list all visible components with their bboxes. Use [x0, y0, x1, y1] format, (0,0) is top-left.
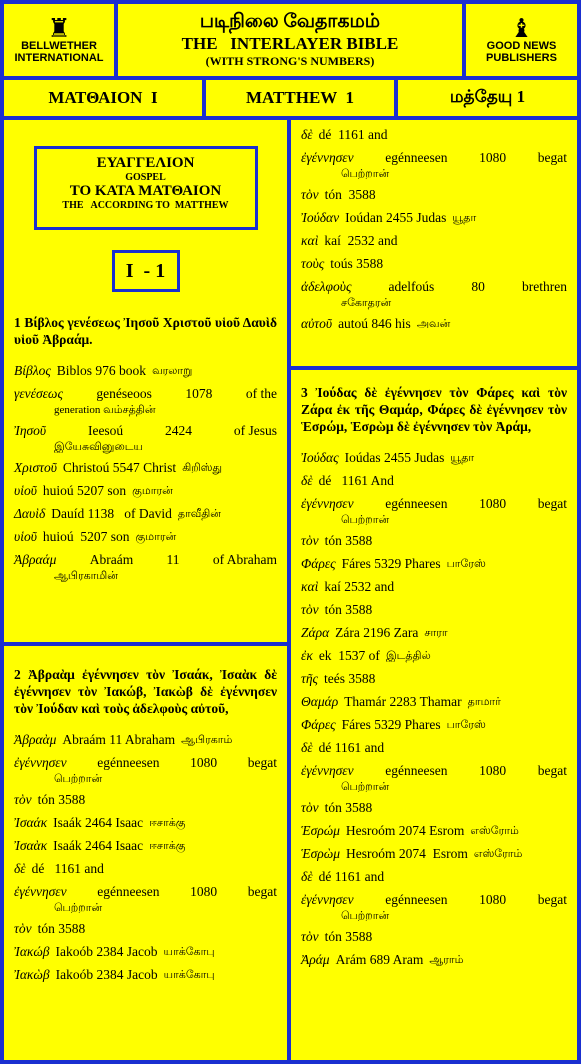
tamil-gloss: generation வம்சத்தின்: [54, 404, 156, 416]
tamil-gloss: ஆபிரகாம்: [181, 734, 233, 746]
tamil-gloss: யூதா: [452, 212, 477, 224]
greek-word: υἱοῦ: [14, 483, 37, 498]
transliteration: dé 1161 And: [318, 473, 394, 488]
word-entry: [301, 716, 567, 734]
greek-word: Ἀβραὰμ: [14, 732, 57, 747]
word-entry: [301, 822, 567, 840]
tamil-gloss: பாரேஸ்: [446, 558, 486, 570]
transliteration: tón 3588: [324, 602, 373, 617]
book-english: MATTHEW 1: [206, 80, 394, 116]
tamil-gloss: எஸ்ரோம்: [473, 848, 523, 860]
english-gloss: begat: [537, 763, 567, 778]
greek-word: τὸν: [301, 800, 319, 815]
verse3-text: 3 Ἰούδας δὲ ἐγέννησεν τὸν Φάρες καὶ τὸν Ζάρα ἐκ τῆς Θαμάρ, Φάρες δὲ ἐγέννησεν τὸν Ἑσρώμ, Ἑσρὼμ δὲ ἐγέννησεν τὸν Ἀράμ,: [301, 385, 567, 434]
word-entry: [14, 362, 277, 380]
verse3-words: [301, 449, 567, 969]
tamil-gloss: பெற்றான்: [54, 773, 103, 785]
transliteration: huioú 5207 son: [42, 529, 130, 544]
word-entry: [14, 837, 277, 855]
transliteration: genéseoos: [96, 386, 152, 401]
tamil-gloss: ஈசாக்கு: [149, 840, 186, 852]
verse3-panel: [291, 370, 577, 1060]
transliteration: Abraám: [89, 552, 134, 567]
word-entry: [301, 891, 567, 923]
word-entry: [14, 814, 277, 832]
word-entry: [14, 966, 277, 984]
english-gloss: begat: [537, 892, 567, 907]
word-entry: [301, 555, 567, 573]
transliteration: teés 3588: [324, 671, 376, 686]
transliteration: Biblos 976 book: [56, 363, 147, 378]
tamil-gloss: ஆபிரகாமின்: [54, 570, 118, 582]
word-entry: [301, 670, 567, 688]
right-logo-line1: GOOD NEWS: [486, 40, 557, 52]
transliteration: tón 3588: [324, 800, 373, 815]
greek-word: Ἑσρὼμ: [301, 846, 341, 861]
greek-word: αὐτοῦ: [301, 316, 333, 331]
tamil-gloss: ஈசாக்கு: [149, 817, 186, 829]
tamil-gloss: சகோதரன்: [341, 297, 392, 309]
tamil-gloss: சாரா: [424, 627, 448, 639]
transliteration: Dauíd 1138 of David: [51, 506, 172, 521]
tamil-gloss: எஸ்ரோம்: [470, 825, 519, 837]
greek-word: ἐγέννησεν: [14, 755, 67, 770]
tamil-gloss: பெற்றான்: [341, 514, 390, 526]
tamil-gloss: யாக்கோபு: [163, 969, 215, 981]
strongs-number: 1080: [479, 150, 507, 165]
greek-word: Θαμάρ: [301, 694, 339, 709]
english-gloss: begat: [247, 884, 277, 899]
transliteration: egénneesen: [385, 496, 448, 511]
bell-icon: ♜: [47, 13, 71, 43]
greek-word: ἐγέννησεν: [301, 150, 354, 165]
transliteration: adelfoús: [388, 279, 435, 294]
word-entry: [301, 209, 567, 227]
word-entry: [301, 278, 567, 310]
transliteration: Hesroóm 2074 Esrom: [345, 823, 465, 838]
english-gloss: begat: [537, 496, 567, 511]
greek-word: δὲ: [14, 861, 26, 876]
greek-word: γενέσεως: [14, 386, 63, 401]
transliteration: Iakoób 2384 Jacob: [55, 944, 158, 959]
english-gloss: of Jesus: [233, 423, 277, 438]
verse2-panel: [4, 646, 287, 1060]
transliteration: egénneesen: [385, 763, 448, 778]
greek-word: Χριστοῦ: [14, 460, 57, 475]
verse1-panel: [4, 120, 287, 642]
transliteration: Ioúdas 2455 Judas: [344, 450, 445, 465]
transliteration: huioú 5207 son: [42, 483, 127, 498]
greek-word: Βίβλος: [14, 363, 51, 378]
transliteration: Arám 689 Aram: [335, 952, 424, 967]
word-entry: [301, 449, 567, 467]
word-entry: [301, 126, 567, 144]
chapter-box: Ι - 1: [112, 250, 180, 292]
transliteration: Isaák 2464 Isaac: [53, 815, 144, 830]
transliteration: kaí 2532 and: [324, 579, 395, 594]
tamil-gloss: குமாரன்: [132, 485, 173, 497]
greek-word: δὲ: [301, 740, 313, 755]
main-title: THE INTERLAYER BIBLE: [181, 34, 399, 53]
greek-word: δὲ: [301, 473, 313, 488]
transliteration: egénneesen: [385, 150, 448, 165]
transliteration: dé 1161 and: [318, 127, 388, 142]
tamil-gloss: இடத்தில்: [385, 650, 431, 662]
greek-word: Ζάρα: [301, 625, 330, 640]
transliteration: Iakoób 2384 Jacob: [55, 967, 158, 982]
word-entry: [301, 647, 567, 665]
book-title-l3: ΤΟ ΚΑΤΑ ΜΑΤΘΑΙΟΝ: [69, 183, 222, 199]
greek-word: Ἰούδας: [301, 450, 339, 465]
strongs-number: 1080: [479, 763, 507, 778]
greek-word: Ἰακὼβ: [14, 967, 50, 982]
verse2-text: 2 Ἀβραὰμ ἐγέννησεν τὸν Ἰσαάκ, Ἰσαὰκ δὲ ἐγέννησεν τὸν Ἰακώβ, Ἰακὼβ δὲ ἐγέννησεν τὸν Ἰούδαν καὶ τοὺς ἀδελφοὺς αὐτοῦ,: [14, 667, 277, 716]
tamil-gloss: பெற்றான்: [54, 902, 103, 914]
transliteration: Fáres 5329 Phares: [341, 556, 441, 571]
greek-word: Φάρες: [301, 556, 336, 571]
word-entry: [301, 845, 567, 863]
transliteration: tón 3588: [324, 187, 376, 202]
transliteration: Fáres 5329 Phares: [341, 717, 441, 732]
greek-word: τὸν: [14, 792, 32, 807]
greek-word: ἐγέννησεν: [301, 892, 354, 907]
word-entry: [301, 495, 567, 527]
greek-word: ἐγέννησεν: [301, 496, 354, 511]
transliteration: egénneesen: [97, 884, 160, 899]
greek-word: Φάρες: [301, 717, 336, 732]
strongs-number: 1080: [479, 892, 507, 907]
english-gloss: of Abraham: [212, 552, 277, 567]
left-logo-line1: BELLWETHER: [21, 40, 97, 52]
tamil-gloss: பெற்றான்: [341, 781, 390, 793]
greek-word: Ἀβραάμ: [14, 552, 57, 567]
word-entry: [14, 385, 277, 417]
tamil-gloss: யூதா: [450, 452, 475, 464]
word-entry: [301, 601, 567, 619]
tamil-title: படிநிலை வேதாகமம்: [199, 11, 381, 32]
tamil-gloss: ஆராம்: [429, 954, 464, 966]
tamil-gloss: வரலாறு: [152, 365, 193, 377]
greek-word: δὲ: [301, 127, 313, 142]
strongs-number: 80: [471, 279, 485, 294]
tamil-gloss: தாவீதின்: [177, 508, 221, 520]
goodnews-logo: [466, 4, 577, 76]
english-gloss: begat: [537, 150, 567, 165]
strongs-number: 1080: [190, 884, 218, 899]
transliteration: ek 1537 of: [318, 648, 380, 663]
greek-word: ἀδελφοὺς: [301, 279, 352, 294]
english-gloss: brethren: [521, 279, 567, 294]
english-gloss: of the: [245, 386, 277, 401]
book-tamil: மத்தேயு 1: [398, 80, 577, 116]
word-entry: [301, 472, 567, 490]
word-entry: [301, 578, 567, 596]
transliteration: dé 1161 and: [318, 740, 385, 755]
transliteration: dé 1161 and: [31, 861, 104, 876]
word-entry: [301, 693, 567, 711]
transliteration: Ieesoú: [87, 423, 124, 438]
verse2-cont-panel: [291, 120, 577, 366]
tamil-gloss: பாரேஸ்: [446, 719, 486, 731]
word-entry: [301, 799, 567, 817]
greek-word: καὶ: [301, 579, 319, 594]
transliteration: Isaák 2464 Isaac: [53, 838, 144, 853]
word-entry: [301, 951, 567, 969]
greek-word: τὸν: [301, 602, 319, 617]
greek-word: Ἑσρώμ: [301, 823, 340, 838]
word-entry: [301, 186, 567, 204]
tamil-gloss: யாக்கோபு: [163, 946, 215, 958]
tamil-gloss: பெற்றான்: [341, 910, 390, 922]
greek-word: Ἰούδαν: [301, 210, 340, 225]
tamil-gloss: பெற்றான்: [341, 168, 390, 180]
word-entry: [301, 739, 567, 757]
transliteration: Thamár 2283 Thamar: [344, 694, 462, 709]
greek-word: Ἰακώβ: [14, 944, 50, 959]
tamil-gloss: கிறிஸ்து: [182, 462, 223, 474]
right-logo-line2: PUBLISHERS: [486, 52, 557, 64]
word-entry: [14, 754, 277, 786]
book-greek: ΜΑΤΘΑΙΟΝ Ι: [4, 80, 202, 116]
verse2-cont-words: [301, 126, 567, 333]
statue-icon: ♝: [509, 13, 534, 43]
word-entry: [14, 943, 277, 961]
word-entry: [14, 482, 277, 500]
word-entry: [14, 860, 277, 878]
transliteration: egénneesen: [385, 892, 448, 907]
strongs-number: 11: [166, 552, 180, 567]
word-entry: [301, 928, 567, 946]
word-entry: [301, 532, 567, 550]
word-entry: [14, 422, 277, 454]
transliteration: tón 3588: [324, 929, 373, 944]
word-entry: [301, 232, 567, 250]
transliteration: Hesroóm 2074 Esrom: [346, 846, 468, 861]
greek-word: Ἰσαὰκ: [14, 838, 48, 853]
word-entry: [14, 731, 277, 749]
word-entry: [301, 255, 567, 273]
greek-word: Ἀράμ: [301, 952, 330, 967]
word-entry: [301, 868, 567, 886]
transliteration: toús 3588: [330, 256, 384, 271]
word-entry: [14, 883, 277, 915]
greek-word: ἐγέννησεν: [14, 884, 67, 899]
book-title-l2: GOSPEL: [125, 172, 166, 183]
transliteration: tón 3588: [324, 533, 373, 548]
greek-word: Δαυὶδ: [14, 506, 46, 521]
greek-word: υἱοῦ: [14, 529, 37, 544]
transliteration: Abraám 11 Abraham: [62, 732, 176, 747]
word-entry: [301, 315, 567, 333]
greek-word: καὶ: [301, 233, 319, 248]
greek-word: τὸν: [301, 533, 319, 548]
greek-word: Ἰσαάκ: [14, 815, 48, 830]
greek-word: τὸν: [301, 929, 319, 944]
transliteration: Zára 2196 Zara: [335, 625, 419, 640]
greek-word: τὸν: [301, 187, 319, 202]
verse1-words: [14, 362, 277, 583]
greek-word: Ἰησοῦ: [14, 423, 47, 438]
book-title-box: [34, 146, 258, 230]
greek-word: τῆς: [301, 671, 319, 686]
greek-word: δὲ: [301, 869, 313, 884]
word-entry: [14, 528, 277, 546]
word-entry: [301, 149, 567, 181]
transliteration: Ioúdan 2455 Judas: [345, 210, 447, 225]
tamil-gloss: குமாரன்: [135, 531, 177, 543]
transliteration: dé 1161 and: [318, 869, 385, 884]
verse2-words: [14, 731, 277, 984]
word-entry: [14, 791, 277, 809]
transliteration: Christoú 5547 Christ: [62, 460, 177, 475]
word-entry: [14, 459, 277, 477]
word-entry: [14, 920, 277, 938]
greek-word: ἐγέννησεν: [301, 763, 354, 778]
greek-word: ἐκ: [301, 648, 313, 663]
strongs-number: 2424: [165, 423, 193, 438]
left-logo-line2: INTERNATIONAL: [14, 52, 104, 64]
tamil-gloss: தாமார்: [467, 696, 501, 708]
greek-word: τὸν: [14, 921, 32, 936]
transliteration: egénneesen: [97, 755, 160, 770]
bellwether-logo: [4, 4, 114, 76]
transliteration: autoú 846 his: [338, 316, 411, 331]
subtitle: (WITH STRONG'S NUMBERS): [205, 54, 375, 68]
tamil-gloss: அவன்: [416, 318, 451, 330]
word-entry: [301, 624, 567, 642]
greek-word: τοὺς: [301, 256, 325, 271]
word-entry: [301, 762, 567, 794]
transliteration: kaí 2532 and: [324, 233, 398, 248]
word-entry: [14, 505, 277, 523]
book-title-l1: ΕΥΑΓΓΕΛΙΟΝ: [96, 155, 195, 171]
strongs-number: 1078: [185, 386, 213, 401]
english-gloss: begat: [247, 755, 277, 770]
transliteration: tón 3588: [37, 792, 86, 807]
verse1-text: 1 Βίβλος γενέσεως Ἰησοῦ Χριστοῦ υἱοῦ Δαυὶδ υἱοῦ Ἀβραάμ.: [14, 315, 277, 347]
transliteration: tón 3588: [37, 921, 86, 936]
word-entry: [14, 551, 277, 583]
book-title-l4: THE ACCORDING TO MATTHEW: [62, 200, 229, 211]
tamil-gloss: இயேசுவினுடைய: [54, 441, 143, 453]
header-title-block: [118, 4, 462, 76]
strongs-number: 1080: [479, 496, 507, 511]
strongs-number: 1080: [190, 755, 218, 770]
